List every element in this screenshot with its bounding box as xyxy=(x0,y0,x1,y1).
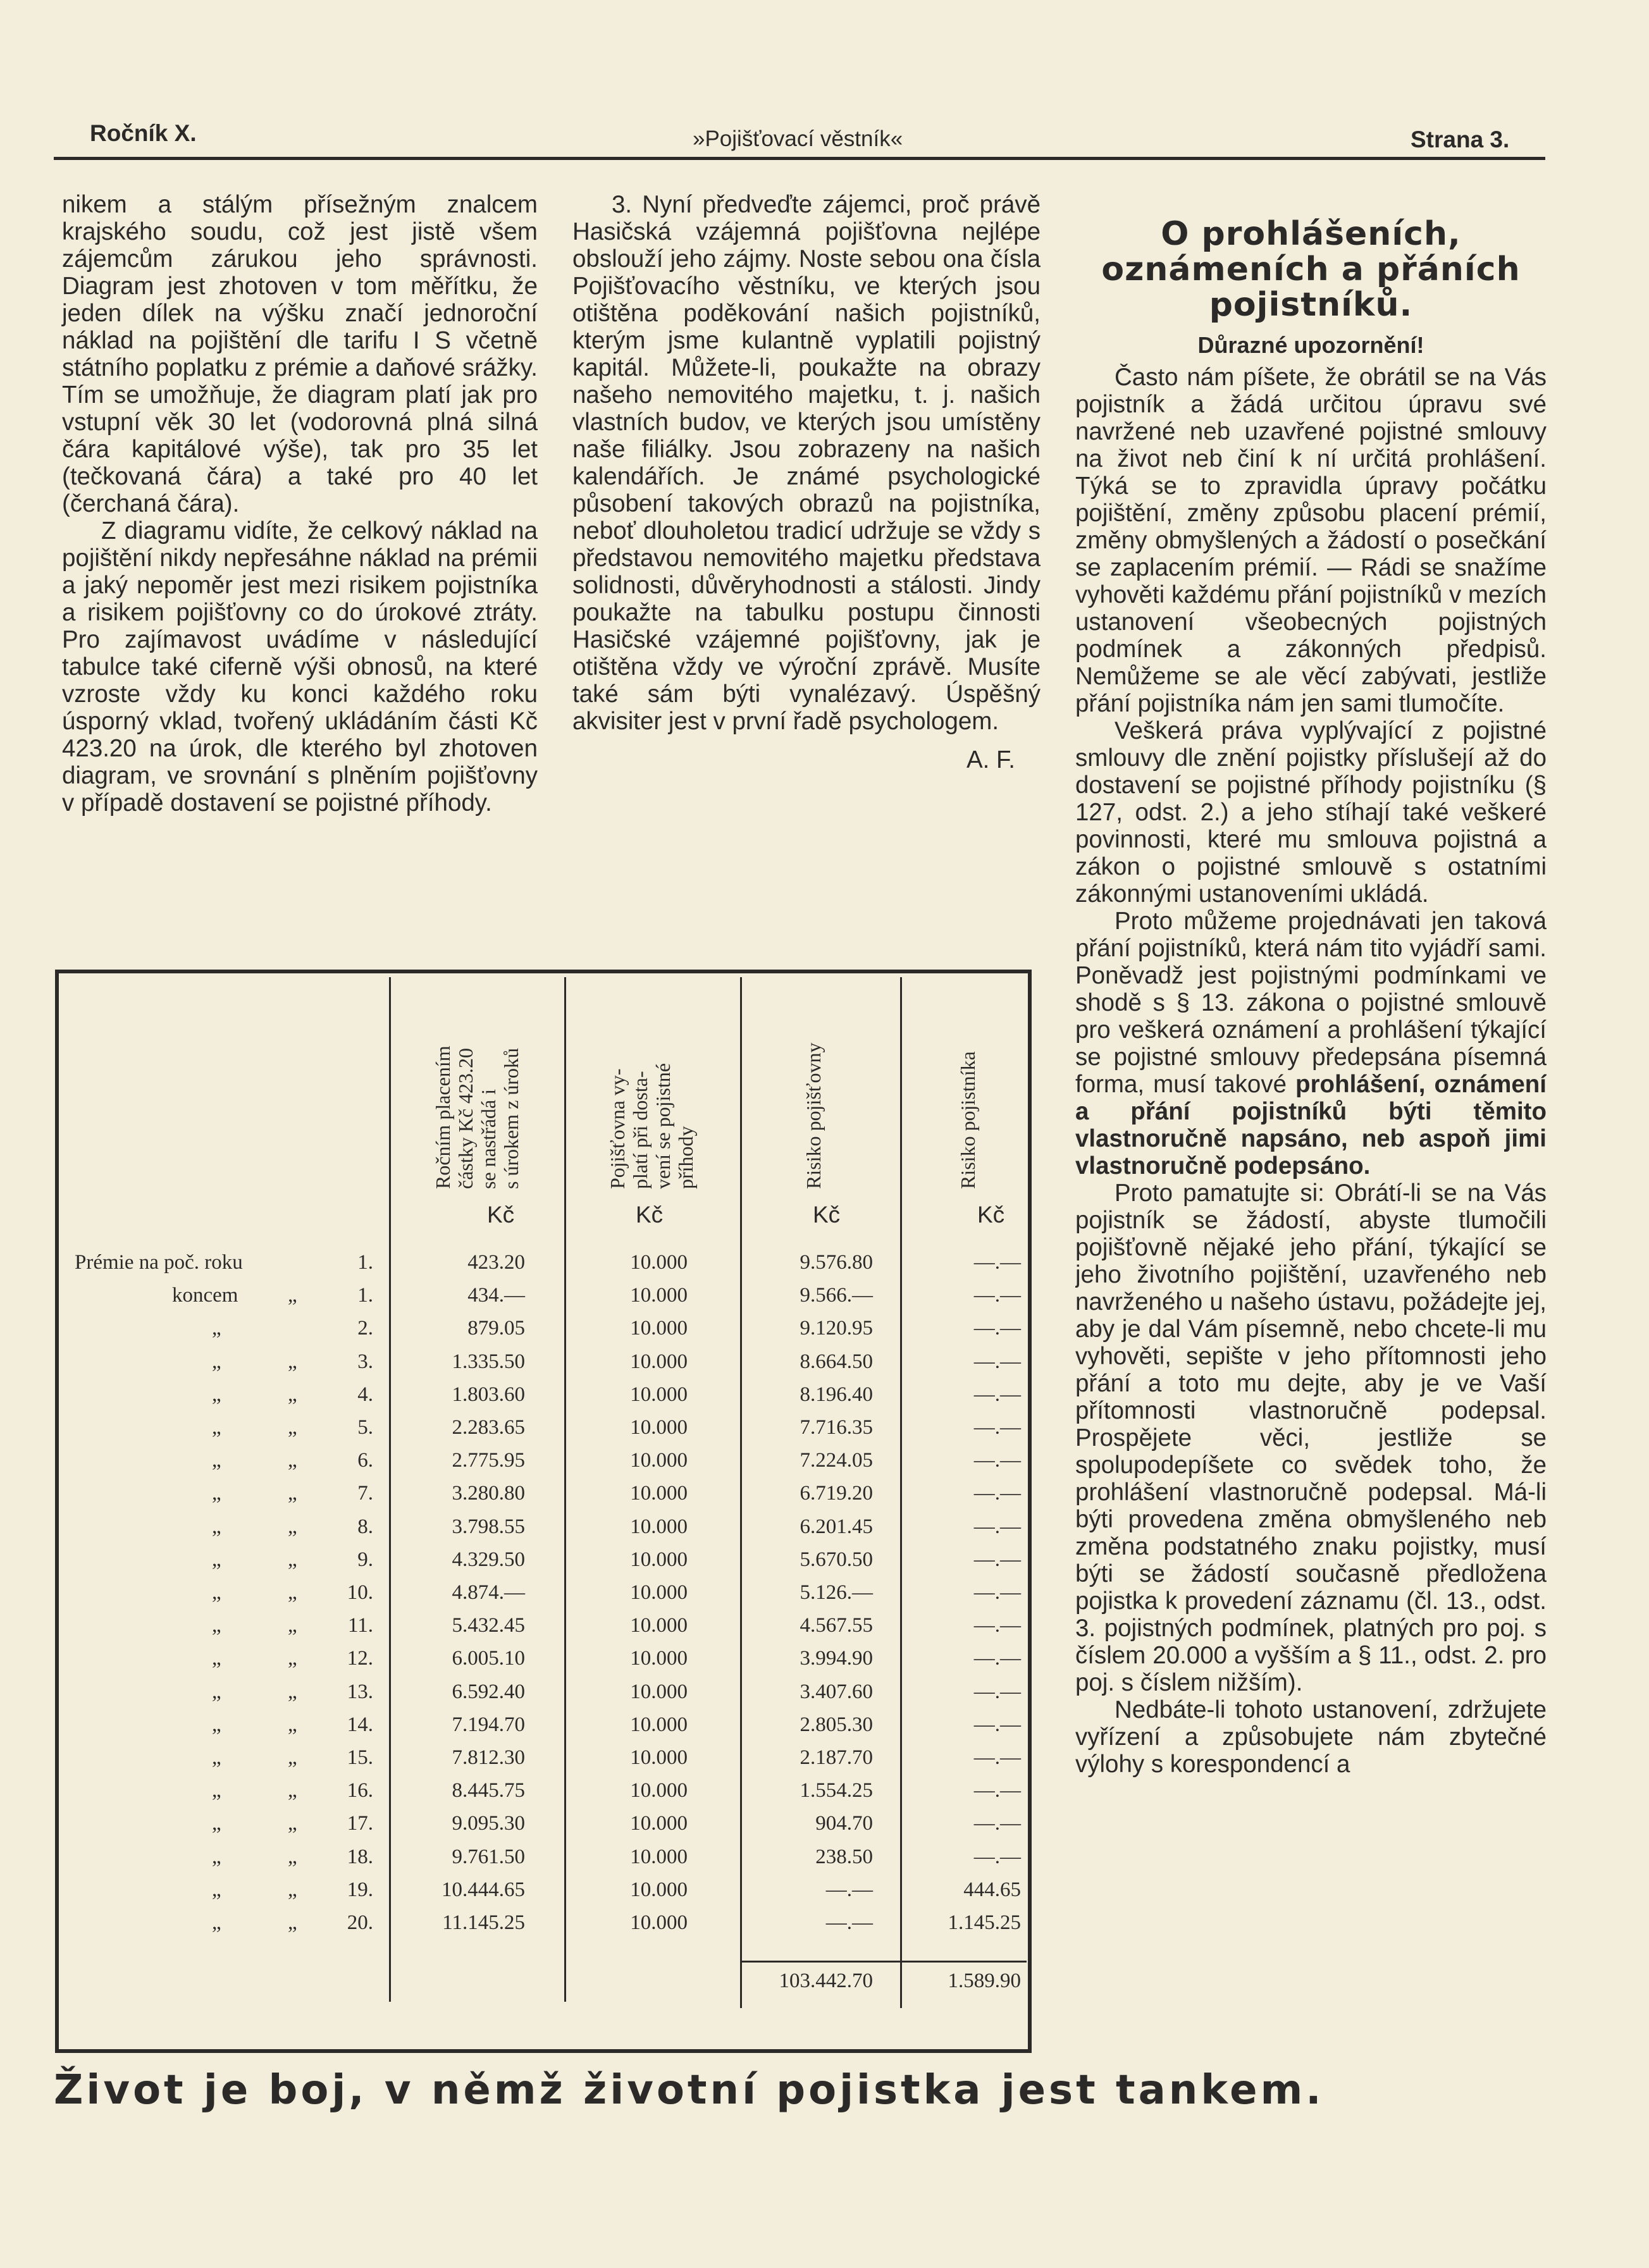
ditto-mark: „ xyxy=(288,1713,297,1736)
unit-label: Kč xyxy=(636,1202,664,1228)
table-row xyxy=(0,1576,1037,1609)
row-label: „ xyxy=(212,1449,221,1472)
policyholder-risk-cell: —.— xyxy=(973,1614,1021,1637)
policyholder-risk-cell: —.— xyxy=(973,1581,1021,1604)
table-row xyxy=(0,1378,1037,1411)
row-label: „ xyxy=(212,1878,221,1901)
ditto-mark: „ xyxy=(288,1449,297,1472)
payout-cell: 10.000 xyxy=(630,1812,688,1835)
insurer-risk-cell: 5.126.— xyxy=(800,1581,873,1604)
policyholder-risk-cell: —.— xyxy=(973,1317,1021,1340)
page-number: Strana 3. xyxy=(1411,126,1510,152)
payout-cell: 10.000 xyxy=(630,1647,688,1670)
savings-cell: 1.335.50 xyxy=(452,1350,525,1373)
paragraph: nikem a stálým přísežným znalcem krajského soudu, což jest jistě všem zájemcům zárukou jeho správnosti. Diagram jest zhotoven v tom měřítku, že jeden dílek na výšku značí jednoroční náklad na pojištění dle tarifu I S včetně státního poplatku z prémie a daňové srážky. Tím se umožňuje, že diagram platí jak pro vstupní věk 30 let (vodorovná plná silná čára kapitálové výše), tak pro 35 let (tečkovaná čára) a také pro 40 let (čerchaná čára). xyxy=(62,191,538,517)
row-label: „ xyxy=(212,1779,221,1803)
article-title: O prohlášeních, oznámeních a přáních pojistníků. xyxy=(1101,216,1521,324)
year-cell: 13. xyxy=(347,1680,373,1703)
ditto-mark: „ xyxy=(288,1746,297,1769)
year-cell: 19. xyxy=(347,1878,373,1901)
savings-cell: 5.432.45 xyxy=(452,1614,525,1637)
total-insurer-risk: 103.442.70 xyxy=(779,1969,873,1992)
ditto-mark: „ xyxy=(288,1845,297,1868)
row-label: „ xyxy=(212,1548,221,1571)
unit-label: Kč xyxy=(813,1202,841,1228)
year-cell: 14. xyxy=(347,1713,373,1736)
row-label: „ xyxy=(212,1845,221,1868)
table-row xyxy=(0,1411,1037,1444)
row-label: „ xyxy=(212,1581,221,1604)
ditto-mark: „ xyxy=(288,1911,297,1934)
row-label: „ xyxy=(212,1647,221,1670)
year-cell: 18. xyxy=(347,1845,373,1868)
policyholder-risk-cell: —.— xyxy=(973,1647,1021,1670)
year-cell: 1. xyxy=(357,1251,373,1274)
insurer-risk-cell: 2.805.30 xyxy=(800,1713,873,1736)
table-row xyxy=(0,1543,1037,1576)
savings-cell: 9.761.50 xyxy=(452,1845,525,1868)
year-cell: 2. xyxy=(357,1317,373,1340)
insurer-risk-cell: 9.566.— xyxy=(800,1284,873,1307)
insurer-risk-cell: 9.576.80 xyxy=(800,1251,873,1274)
row-label: „ xyxy=(212,1746,221,1769)
payout-cell: 10.000 xyxy=(630,1284,688,1307)
table-row xyxy=(0,1906,1037,1939)
payout-cell: 10.000 xyxy=(630,1317,688,1340)
insurer-risk-cell: 3.994.90 xyxy=(800,1647,873,1670)
paragraph xyxy=(1075,908,1547,1180)
savings-cell: 7.812.30 xyxy=(452,1746,525,1769)
table-row xyxy=(0,1675,1037,1708)
table-row xyxy=(0,1246,1037,1279)
ditto-mark: „ xyxy=(288,1350,297,1373)
policyholder-risk-cell: —.— xyxy=(973,1812,1021,1835)
policyholder-risk-cell: —.— xyxy=(973,1416,1021,1439)
column-middle xyxy=(572,191,1041,773)
policyholder-risk-cell: 1.145.25 xyxy=(948,1911,1021,1934)
year-cell: 12. xyxy=(347,1647,373,1670)
paragraph: Často nám píšete, že obrátil se na Vás pojistník a žádá určitou úpravu své navržené neb uzavřené pojistné smlouvy na život neb činí k ní určitá prohlášení. Týká se to zpravidla úpravy počátku pojištění, změny způsobu placení prémií, změny obmyšlených a žádostí o posečkání se zaplacením prémií. — Rádi se snažíme vyhověti každému přání pojistníků v mezích ustanovení všeobecných pojistných podmínek a zákonných předpisů. Nemůžeme se ale věcí zabývati, jestliže přání pojistníka nám jen sami tlumočíte. xyxy=(1075,364,1547,717)
policyholder-risk-cell: 444.65 xyxy=(963,1878,1021,1901)
payout-cell: 10.000 xyxy=(630,1251,688,1274)
payout-cell: 10.000 xyxy=(630,1581,688,1604)
payout-cell: 10.000 xyxy=(630,1515,688,1538)
paragraph: Nedbáte-li tohoto ustanovení, zdržujete vyřízení a způsobujete nám zbytečné výlohy s korespondencí a xyxy=(1075,1696,1547,1778)
table-row xyxy=(0,1279,1037,1312)
ditto-mark: „ xyxy=(288,1680,297,1703)
paragraph: 3. Nyní předveďte zájemci, proč právě Hasičská vzájemná pojišťovna nejlépe obslouží jeho zájmy. Noste sebou ona čísla Pojišťovacího věstníku, ve kterých jsou otištěna poděkování našich pojistníků, kterým jsme kulantně vyplatili pojistný kapitál. Můžete-li, poukažte na obrazy našeho nemovitého majetku, t. j. našich vlastních budov, ve kterých jsou umístěny naše filiálky. Jsou zobrazeny na našich kalendářích. Je známé psychologické působení takových obrazů na pojistníka, neboť dlouholetou tradicí udržuje se vždy s představou nemovitého majetku představa solidnosti, důvěryhodnosti a stálosti. Jindy poukažte na tabulku postupu činnosti Hasičské vzájemné pojišťovny, jak je otištěna vždy ve výroční zprávě. Musíte také sám býti vynalézavý. Úspěšný akvisiter jest v první řadě psychologem. xyxy=(572,191,1041,735)
insurer-risk-cell: 904.70 xyxy=(815,1812,873,1835)
row-label: „ xyxy=(212,1713,221,1736)
savings-cell: 11.145.25 xyxy=(442,1911,525,1934)
payout-cell: 10.000 xyxy=(630,1680,688,1703)
insurer-risk-cell: 6.719.20 xyxy=(800,1482,873,1505)
policyholder-risk-cell: —.— xyxy=(973,1284,1021,1307)
table-row xyxy=(0,1642,1037,1675)
year-cell: 20. xyxy=(347,1911,373,1934)
policyholder-risk-cell: —.— xyxy=(973,1713,1021,1736)
article-subtitle: Důrazné upozornění! xyxy=(1197,332,1424,358)
savings-cell: 4.329.50 xyxy=(452,1548,525,1571)
insurer-risk-cell: 6.201.45 xyxy=(800,1515,873,1538)
paragraph: Z diagramu vidíte, že celkový náklad na pojištění nikdy nepřesáhne náklad na prémii a jaký nepoměr jest mezi risikem pojistníka a risikem pojišťovny co do úrokové ztráty. Pro zajímavost uvádíme v následující tabulce také ciferně výši obnosů, na které vzroste vždy ku konci každého roku úsporný vklad, tvořený ukládáním části Kč 423.20 na úrok, dle kterého byl zhotoven diagram, ve srovnání s plněním pojišťovny v případě dostavení se pojistné příhody. xyxy=(62,517,538,817)
insurer-risk-cell: 1.554.25 xyxy=(800,1779,873,1803)
total-policyholder-risk: 1.589.90 xyxy=(948,1969,1021,1992)
table-row xyxy=(0,1708,1037,1741)
ditto-mark: „ xyxy=(288,1383,297,1406)
policyholder-risk-cell: —.— xyxy=(973,1680,1021,1703)
payout-cell: 10.000 xyxy=(630,1548,688,1571)
row-label: „ xyxy=(212,1383,221,1406)
payout-cell: 10.000 xyxy=(630,1779,688,1803)
policyholder-risk-cell: —.— xyxy=(973,1350,1021,1373)
ditto-mark: „ xyxy=(288,1548,297,1571)
insurer-risk-cell: —.— xyxy=(825,1878,873,1901)
row-label: „ xyxy=(212,1911,221,1934)
year-cell: 11. xyxy=(347,1614,373,1637)
insurer-risk-cell: 8.196.40 xyxy=(800,1383,873,1406)
ditto-mark: „ xyxy=(288,1515,297,1538)
ditto-mark: „ xyxy=(288,1581,297,1604)
savings-cell: 1.803.60 xyxy=(452,1383,525,1406)
savings-cell: 2.283.65 xyxy=(452,1416,525,1439)
payout-cell: 10.000 xyxy=(630,1416,688,1439)
insurer-risk-cell: —.— xyxy=(825,1911,873,1934)
policyholder-risk-cell: —.— xyxy=(973,1845,1021,1868)
paragraph-text: Proto můžeme projednávati jen taková přání pojistníků, která nám tito vyjádří sami. Poněvadž jest pojistnými podmínkami ve shodě s § 13. zákona o pojistné smlouvě pro veškerá oznámení a prohlášení týkající se pojistné smlouvy předepsána písemná forma, musí takové xyxy=(1075,908,1547,1098)
header-rule xyxy=(54,157,1545,160)
ditto-mark: „ xyxy=(288,1647,297,1670)
savings-cell: 6.005.10 xyxy=(452,1647,525,1670)
savings-cell: 6.592.40 xyxy=(452,1680,525,1703)
table-row xyxy=(0,1807,1037,1840)
table-row xyxy=(0,1345,1037,1378)
header-insurer-risk: Risiko pojišťovny xyxy=(802,1042,825,1189)
policyholder-risk-cell: —.— xyxy=(973,1383,1021,1406)
payout-cell: 10.000 xyxy=(630,1746,688,1769)
ditto-mark: „ xyxy=(288,1482,297,1505)
year-cell: 8. xyxy=(357,1515,373,1538)
insurer-risk-cell: 5.670.50 xyxy=(800,1548,873,1571)
insurer-risk-cell: 238.50 xyxy=(815,1845,873,1868)
year-cell: 6. xyxy=(357,1449,373,1472)
row-label: Prémie na poč. roku xyxy=(75,1251,243,1274)
row-label: „ xyxy=(212,1515,221,1538)
ditto-mark: „ xyxy=(288,1416,297,1439)
table-row xyxy=(0,1873,1037,1906)
savings-cell: 9.095.30 xyxy=(452,1812,525,1835)
totals-rule xyxy=(742,1961,1027,1963)
column-left xyxy=(62,191,538,817)
footer-slogan: Život je boj, v němž životní pojistka jest tankem. xyxy=(54,2067,1325,2114)
insurer-risk-cell: 7.716.35 xyxy=(800,1416,873,1439)
insurer-risk-cell: 3.407.60 xyxy=(800,1680,873,1703)
policyholder-risk-cell: —.— xyxy=(973,1779,1021,1803)
payout-cell: 10.000 xyxy=(630,1614,688,1637)
policyholder-risk-cell: —.— xyxy=(973,1482,1021,1505)
payout-cell: 10.000 xyxy=(630,1878,688,1901)
ditto-mark: „ xyxy=(288,1284,297,1307)
year-cell: 7. xyxy=(357,1482,373,1505)
payout-cell: 10.000 xyxy=(630,1713,688,1736)
journal-title: »Pojišťovací věstník« xyxy=(693,126,903,151)
ditto-mark: „ xyxy=(288,1614,297,1637)
policyholder-risk-cell: —.— xyxy=(973,1746,1021,1769)
savings-cell: 3.280.80 xyxy=(452,1482,525,1505)
policyholder-risk-cell: —.— xyxy=(973,1548,1021,1571)
payout-cell: 10.000 xyxy=(630,1482,688,1505)
savings-cell: 423.20 xyxy=(467,1251,525,1274)
year-cell: 15. xyxy=(347,1746,373,1769)
savings-cell: 2.775.95 xyxy=(452,1449,525,1472)
payout-cell: 10.000 xyxy=(630,1383,688,1406)
ditto-mark: „ xyxy=(288,1878,297,1901)
year-cell: 17. xyxy=(347,1812,373,1835)
paragraph: Proto pamatujte si: Obrátí-li se na Vás pojistník se žádostí, abyste tlumočili pojišťovně nějaké jeho přání, týkající se jeho životního pojištění, uzavřeného neb navrženého u našeho ústavu, požádejte jej, aby je dal Vám písemně, nebo chcete-li mu vyhověti, sepište v jeho přítomnosti jeho přání a toto mu dejte, aby je ve Vaší přítomnosti vlastnoručně podepsal. Prospějete věci, jestliže se spolupodepíšete co svědek toho, že prohlášení vlastnoručně podepsal. Má-li býti provedena změna obmyšleného neb změna podstatného znaku pojistky, musí býti se žádostí současně předložena pojistka k provedení záznamu (čl. 13., odst. 3. pojistných podmínek, platných pro poj. s číslem 20.000 a vyšším a § 11., odst. 2. pro poj. s číslem nižším). xyxy=(1075,1180,1547,1696)
year-cell: 4. xyxy=(357,1383,373,1406)
year-cell: 10. xyxy=(347,1581,373,1604)
ditto-mark: „ xyxy=(288,1812,297,1835)
table-row xyxy=(0,1510,1037,1543)
savings-cell: 8.445.75 xyxy=(452,1779,525,1803)
policyholder-risk-cell: —.— xyxy=(973,1515,1021,1538)
year-cell: 3. xyxy=(357,1350,373,1373)
payout-cell: 10.000 xyxy=(630,1350,688,1373)
savings-cell: 10.444.65 xyxy=(442,1878,525,1901)
insurer-risk-cell: 9.120.95 xyxy=(800,1317,873,1340)
table-row xyxy=(0,1774,1037,1807)
table-row xyxy=(0,1312,1037,1345)
table-row xyxy=(0,1840,1037,1873)
row-label: „ xyxy=(212,1482,221,1505)
insurer-risk-cell: 7.224.05 xyxy=(800,1449,873,1472)
unit-label: Kč xyxy=(487,1202,515,1228)
savings-cell: 3.798.55 xyxy=(452,1515,525,1538)
table-row xyxy=(0,1444,1037,1477)
ditto-mark: „ xyxy=(288,1779,297,1803)
row-label: „ xyxy=(212,1416,221,1439)
policyholder-risk-cell: —.— xyxy=(973,1251,1021,1274)
table-row xyxy=(0,1609,1037,1642)
column-right xyxy=(1075,216,1547,2031)
year-cell: 16. xyxy=(347,1779,373,1803)
emphasis-text: prohlášení, oznámení a přání pojistníků býti těmito vlastnoručně napsáno, neb aspoň jimi vlastnoručně podepsáno. xyxy=(1075,1071,1547,1180)
payout-cell: 10.000 xyxy=(630,1911,688,1934)
savings-cell: 434.— xyxy=(467,1284,525,1307)
year-cell: 5. xyxy=(357,1416,373,1439)
savings-cell: 7.194.70 xyxy=(452,1713,525,1736)
savings-cell: 879.05 xyxy=(467,1317,525,1340)
header-policyholder-risk: Risiko pojistníka xyxy=(956,1051,979,1189)
row-label: „ xyxy=(212,1317,221,1340)
volume-label: Ročník X. xyxy=(90,120,197,146)
table-row xyxy=(0,1477,1037,1510)
header-payout: Pojišťovna vy- platí při dosta- vení se pojistné příhody xyxy=(606,1063,697,1189)
row-label: koncem xyxy=(172,1284,238,1307)
unit-label: Kč xyxy=(977,1202,1005,1228)
savings-cell: 4.874.— xyxy=(452,1581,525,1604)
row-label: „ xyxy=(212,1812,221,1835)
payout-cell: 10.000 xyxy=(630,1449,688,1472)
row-label: „ xyxy=(212,1350,221,1373)
payout-cell: 10.000 xyxy=(630,1845,688,1868)
insurer-risk-cell: 2.187.70 xyxy=(800,1746,873,1769)
author-signature: A. F. xyxy=(966,746,1015,773)
table-row xyxy=(0,1741,1037,1774)
year-cell: 1. xyxy=(357,1284,373,1307)
row-label: „ xyxy=(212,1680,221,1703)
insurer-risk-cell: 4.567.55 xyxy=(800,1614,873,1637)
paragraph: Veškerá práva vyplývající z pojistné smlouvy dle znění pojistky příslušejí až do dostavení se pojistné příhody pojistníku (§ 127, odst. 2.) a jeho stíhají také veškeré povinnosti, které mu smlouva pojistná a zákon o pojistné smlouvě s ostatními zákonnými ustanoveními ukládá. xyxy=(1075,717,1547,908)
header-savings: Ročním placením částky Kč 423.20 se nastřádá i s úrokem z úroků xyxy=(431,1045,522,1189)
insurer-risk-cell: 8.664.50 xyxy=(800,1350,873,1373)
row-label: „ xyxy=(212,1614,221,1637)
policyholder-risk-cell: —.— xyxy=(973,1449,1021,1472)
year-cell: 9. xyxy=(357,1548,373,1571)
